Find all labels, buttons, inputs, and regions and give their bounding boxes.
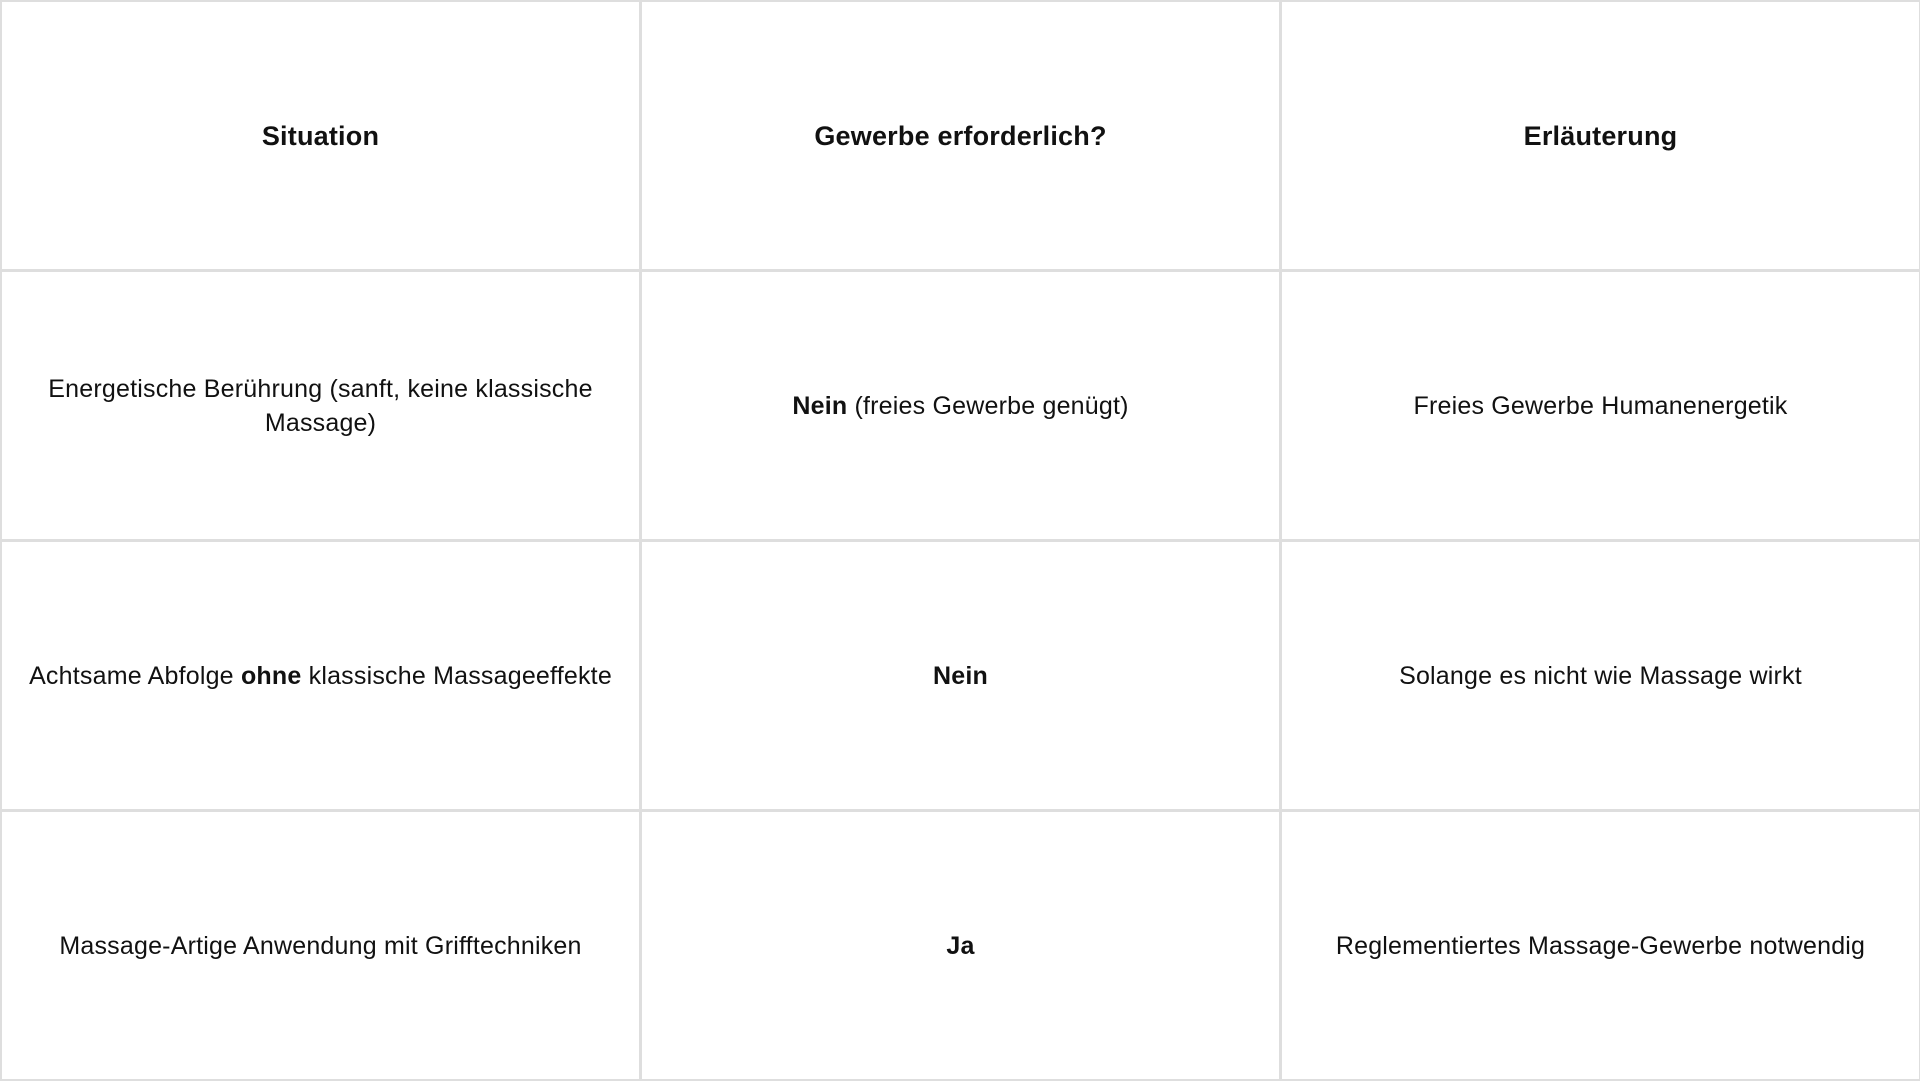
row-2-situation-emphasis: ohne <box>240 661 302 690</box>
row-3-gewerbe-answer: Ja <box>946 931 975 960</box>
row-1-situation-text: Energetische Berührung (sanft, keine klassische Massage) <box>48 374 593 437</box>
header-gewerbe-label: Gewerbe erforderlich? <box>814 120 1107 151</box>
header-situation <box>0 0 641 271</box>
row-1-gewerbe-note: (freies Gewerbe genügt) <box>847 391 1129 420</box>
row-2-situation-text <box>29 659 612 693</box>
row-2-situation <box>0 540 641 811</box>
row-3-erlaeuterung-text: Reglementiertes Massage-Gewerbe notwendig <box>1335 931 1866 960</box>
row-2-erlaeuterung <box>1280 540 1920 811</box>
header-situation-label: Situation <box>261 120 380 151</box>
row-1-gewerbe <box>640 270 1281 541</box>
row-1-gewerbe-text <box>792 389 1128 423</box>
row-2-gewerbe <box>640 540 1281 811</box>
row-1-erlaeuterung <box>1280 270 1920 541</box>
row-1-gewerbe-answer: Nein <box>792 391 848 420</box>
row-3-erlaeuterung <box>1280 810 1920 1081</box>
row-1-erlaeuterung-text: Freies Gewerbe Humanenergetik <box>1413 391 1788 420</box>
header-gewerbe <box>640 0 1281 271</box>
row-3-situation-text: Massage-Artige Anwendung mit Grifftechniken <box>59 931 582 960</box>
header-erlaeuterung-label: Erläuterung <box>1523 120 1678 151</box>
row-2-gewerbe-answer: Nein <box>933 661 988 690</box>
row-2-situation-pre: Achtsame Abfolge <box>29 661 241 690</box>
header-erlaeuterung <box>1280 0 1920 271</box>
row-2-situation-post: klassische Massageeffekte <box>301 661 612 690</box>
row-2-erlaeuterung-text: Solange es nicht wie Massage wirkt <box>1399 661 1802 690</box>
row-3-situation <box>0 810 641 1081</box>
row-3-gewerbe <box>640 810 1281 1081</box>
row-1-situation <box>0 270 641 541</box>
